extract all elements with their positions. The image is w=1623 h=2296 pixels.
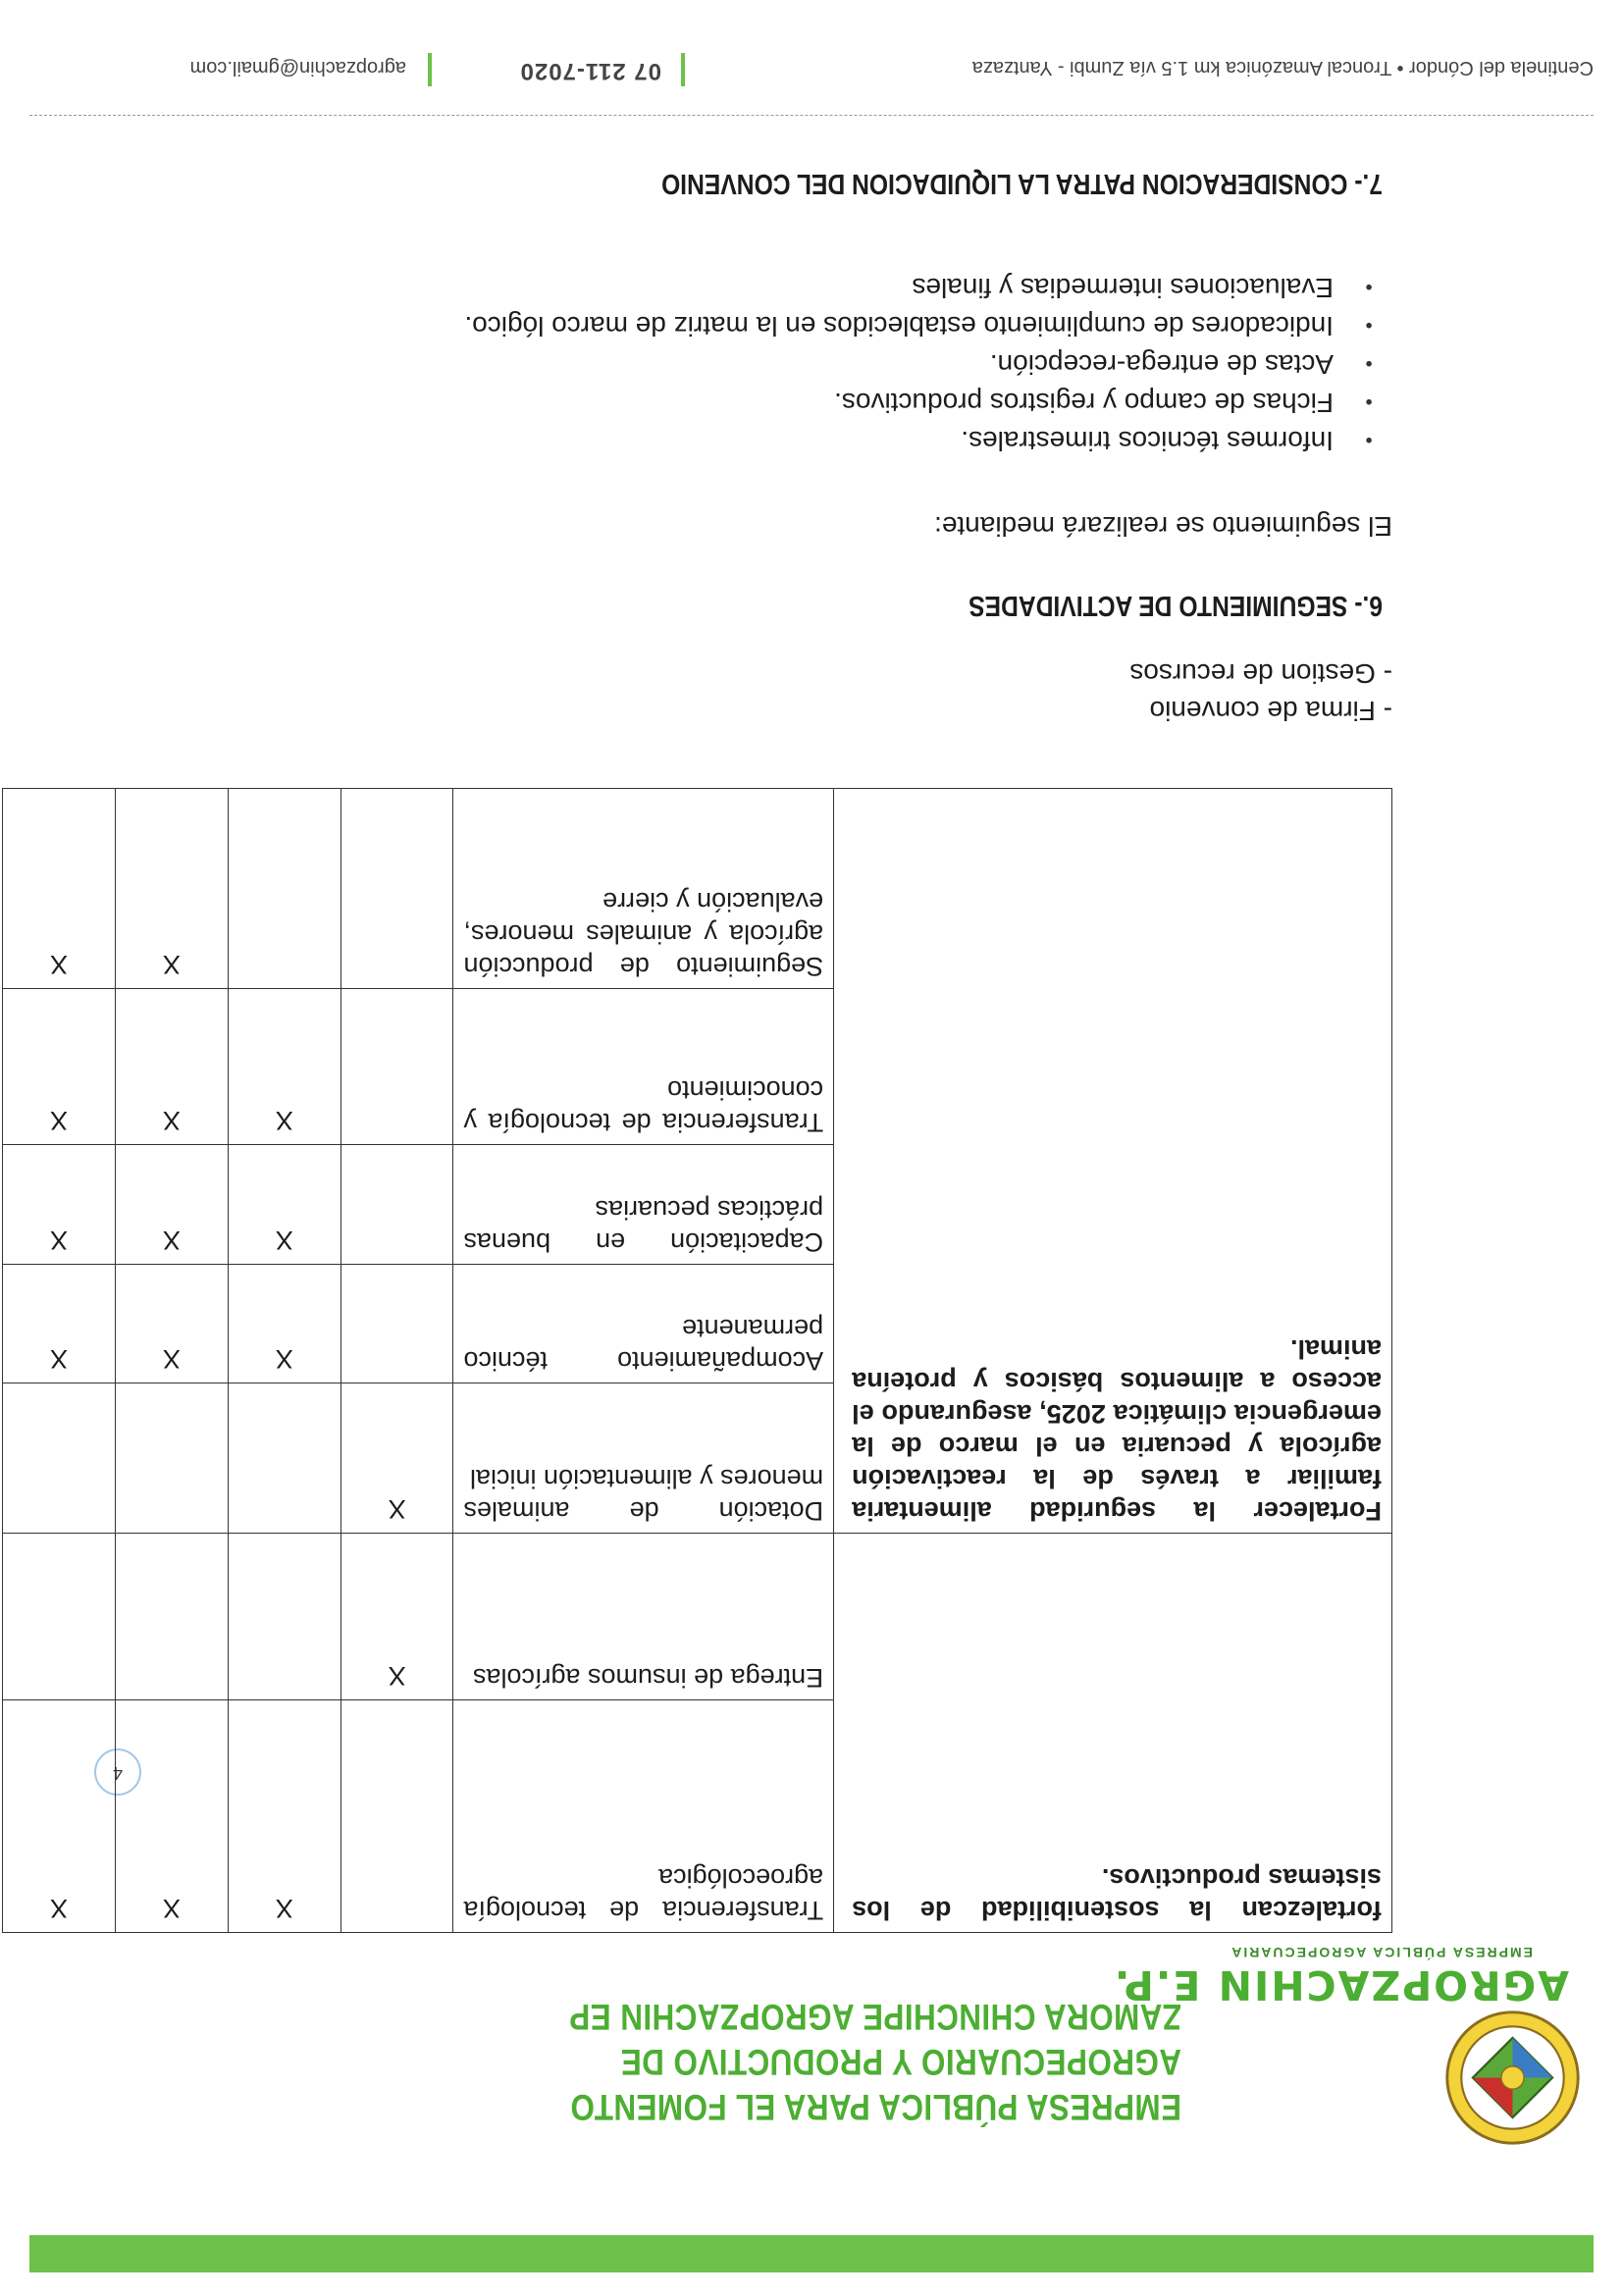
mark-cell: X [3, 789, 116, 989]
mark-cell: X [3, 989, 116, 1145]
section6-intro: El seguimiento se realizará mediante: [934, 511, 1392, 542]
mark-cell [228, 1534, 340, 1700]
table-row [3, 1383, 1392, 1534]
mark-cell: X [228, 1145, 340, 1265]
mark-cell: X [228, 989, 340, 1145]
section6-bullet-list [464, 269, 1373, 460]
mark-cell: X [115, 1145, 228, 1265]
brand-name: AGROPZACHIN E.P. [1112, 1961, 1569, 2009]
activity-cell: Entrega de insumos agrícolas [453, 1534, 834, 1700]
activity-cell: Dotación de animales menores y alimentación inicial [453, 1383, 834, 1534]
objective-cell: Fortalecer la seguridad alimentaria familiar a través de la reactivación agrícola y pecuaria en el marco de la emergencia climática 2025, asegurando el acceso a alimentos básicos y proteína animal. [834, 789, 1392, 1534]
agropzachin-logo-icon [1441, 2007, 1584, 2149]
mark-cell: X [228, 1700, 340, 1933]
activity-cell: Seguimiento de producción agrícola y animales menores, evaluación y cierre [453, 789, 834, 989]
mark-cell [228, 789, 340, 989]
footer [29, 47, 1594, 86]
mark-cell: X [115, 1700, 228, 1933]
activity-cell: Capacitación en buenas prácticas pecuarias [453, 1145, 834, 1265]
header-green-bar [29, 2235, 1594, 2272]
table-row [3, 1700, 1392, 1933]
mark-cell: X [228, 1265, 340, 1383]
objective-cell: fortalezcan la sostenibilidad de los sistemas productivos. [834, 1534, 1392, 1933]
pre-item-gestion: - Gestion de recursos [1129, 658, 1392, 689]
organization-title: EMPRESA PÚBLICA PARA EL FOMENTO AGROPECUARIO Y PRODUCTIVO DE ZAMORA CHINCHIPE AGROPZACHIN EP [568, 1997, 1181, 2127]
list-item: ● Actas de entrega-recepción. [464, 345, 1373, 384]
mark-cell: X [3, 1145, 116, 1265]
footer-separator [428, 53, 432, 86]
mark-cell: X [340, 1534, 453, 1700]
footer-address: Centinela del Cóndor • Troncal Amazónica km 1.5 vía Zumbi - Yantzaza [971, 57, 1594, 78]
list-item: ● Indicadores de cumplimiento establecidos en la matriz de marco lógico. [464, 307, 1373, 345]
mark-cell [340, 989, 453, 1145]
footer-phone: 07 211-7020 [519, 58, 661, 84]
mark-cell [115, 1534, 228, 1700]
page-number: 4 [94, 1748, 141, 1796]
mark-cell: X [115, 989, 228, 1145]
mark-cell: X [3, 1700, 116, 1933]
brand-subtitle: EMPRESA PÚBLICA AGROPECUARIA [1230, 1945, 1533, 1960]
list-item: ● Fichas de campo y registros productivos. [464, 384, 1373, 422]
mark-cell [340, 1145, 453, 1265]
list-item: ● Informes técnicos trimestrales. [464, 422, 1373, 460]
activity-cell: Transferencia de tecnología y conocimiento [453, 989, 834, 1145]
list-item: ● Evaluaciones intermedias y finales [464, 269, 1373, 307]
mark-cell [115, 1383, 228, 1534]
mark-cell [340, 789, 453, 989]
section6-heading: 6.- SEGUIMIENTO DE ACTIVIDADES [969, 590, 1383, 621]
activity-cell: Acompañamiento técnico permanente [453, 1265, 834, 1383]
pre-item-firma: - Firma de convenio [1149, 696, 1392, 726]
footer-email: agropzachin@gmail.com [189, 57, 406, 78]
activities-table [2, 788, 1392, 1933]
mark-cell: X [340, 1383, 453, 1534]
mark-cell [3, 1534, 116, 1700]
footer-separator [681, 53, 685, 86]
mark-cell [340, 1265, 453, 1383]
mark-cell: X [3, 1265, 116, 1383]
mark-cell [3, 1383, 116, 1534]
mark-cell [228, 1383, 340, 1534]
mark-cell: X [115, 1265, 228, 1383]
mark-cell [340, 1700, 453, 1933]
footer-divider [29, 115, 1594, 116]
mark-cell: X [115, 789, 228, 989]
activity-cell: Transferencia de tecnología agroecológica [453, 1700, 834, 1933]
section7-heading: 7.- CONSIDERACION PATRA LA LIQUIDACION DEL CONVENIO [661, 168, 1383, 199]
